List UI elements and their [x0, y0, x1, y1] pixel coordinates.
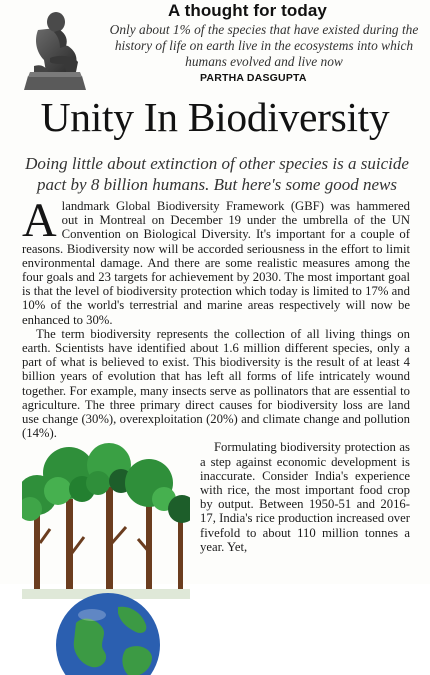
tree-icon [125, 459, 176, 595]
forest-globe-illustration [22, 443, 190, 675]
paragraph-2 [22, 327, 410, 441]
thought-author: PARTHA DASGUPTA [200, 72, 307, 84]
article-body [22, 194, 410, 675]
thought-quote: Only about 1% of the species that have existed during the history of life on earth live in the ecosystems into which humans evolved and live now [109, 22, 419, 69]
tree-icon [168, 495, 190, 591]
tree-icon [43, 447, 95, 599]
article-standfirst: Doing little about extinction of other species is a suicide pact by 8 billion humans. But here's some good news [25, 154, 409, 194]
thought-title: A thought for today [168, 1, 327, 20]
thinker-statue-icon [20, 6, 100, 90]
globe-icon [56, 593, 160, 675]
paragraph-3-text: Formulating biodiversity protection as a step against economic development is inaccurate. Consider India's experience with rice, the most important food crop by output. Between 1950-51 and 2016-17, India's rice production increased over fivefold to about 110 million tonnes a year. Yet, [200, 440, 410, 554]
drop-cap: A [22, 194, 57, 247]
paragraph-2-text: The term biodiversity represents the collection of all living things on earth. Scientists have identified about 1.6 million different species, only a part of what is believed to exist. This biodiversity is the result of at least 4 billion years of evolution that has left all forms of life intricately wound together. For example, many insects serve as pollinators that are essential to agriculture. The three primary direct causes for biodiversity loss are land use change (30%), overexploitation (20%) and climate change and pollution (14%). [22, 326, 410, 441]
thought-for-today [0, 0, 430, 90]
tree-icon [86, 443, 133, 593]
paragraph-1-text: landmark Global Biodiversity Framework (GBF) was hammered out in Montreal on December 19 under the umbrella of the UN Convention on Biological Diversity. It's important for a couple of reasons. Biodiversity now will be accorded seriousness in the effort to limit environmental damage. And there are some realistic measures among the four goals and 23 targets for achievement by 2030. The most important goal is that the level of biodiversity protection which today is limited to 17% and 10% of the world's terrestrial and marine areas respectively will now be enhanced to 30%. [22, 199, 410, 327]
article-headline: Unity In Biodiversity [40, 94, 390, 140]
paragraph-1 [22, 194, 410, 327]
